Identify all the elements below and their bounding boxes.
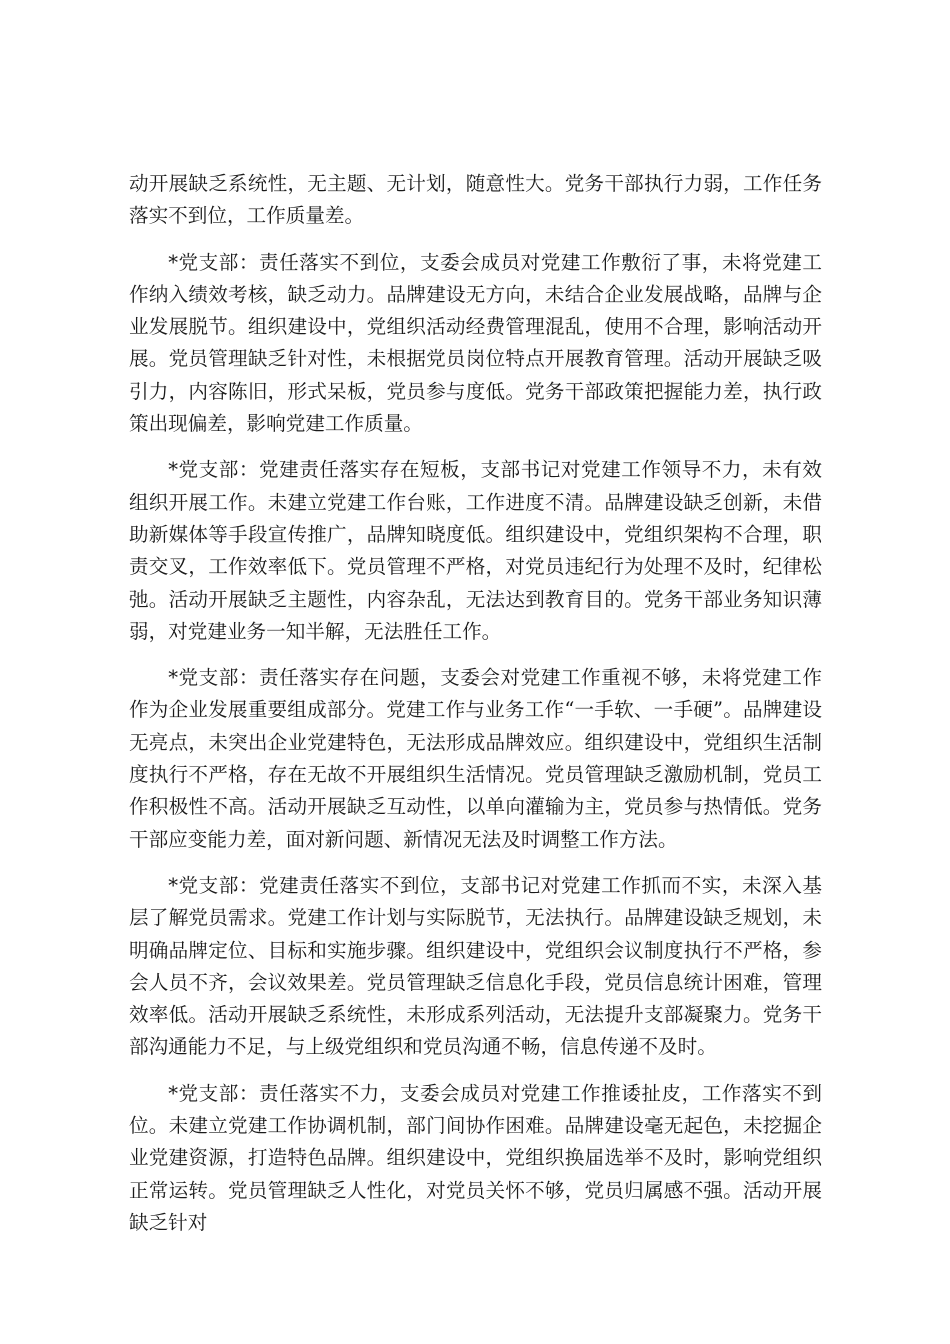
paragraph-branch-5: *党支部：责任落实不力，支委会成员对党建工作推诿扯皮，工作落实不到位。未建立党建工作协调机制，部门间协作困难。品牌建设毫无起色，未挖掘企业党建资源，打造特色品牌。组织建设中，党组织换届选举不及时，影响党组织正常运转。党员管理缺乏人性化，对党员关怀不够，党员归属感不强。活动开展缺乏针对 <box>129 1081 822 1234</box>
document-body <box>129 168 822 1253</box>
paragraph-branch-1: *党支部：责任落实不到位，支委会成员对党建工作敷衍了事，未将党建工作纳入绩效考核，缺乏动力。品牌建设无方向，未结合企业发展战略，品牌与企业发展脱节。组织建设中，党组织活动经费管理混乱，使用不合理，影响活动开展。党员管理缺乏针对性，未根据党员岗位特点开展教育管理。活动开展缺乏吸引力，内容陈旧，形式呆板，党员参与度低。党务干部政策把握能力差，执行政策出现偏差，影响党建工作质量。 <box>129 250 822 436</box>
paragraph-branch-3: *党支部：责任落实存在问题，支委会对党建工作重视不够，未将党建工作作为企业发展重要组成部分。党建工作与业务工作“一手软、一手硬”。品牌建设无亮点，未突出企业党建特色，无法形成品牌效应。组织建设中，党组织生活制度执行不严格，存在无故不开展组织生活情况。党员管理缺乏激励机制，党员工作积极性不高。活动开展缺乏互动性，以单向灌输为主，党员参与热情低。党务干部应变能力差，面对新问题、新情况无法及时调整工作方法。 <box>129 666 822 851</box>
paragraph-branch-4: *党支部：党建责任落实不到位，支部书记对党建工作抓而不实，未深入基层了解党员需求。党建工作计划与实际脱节，无法执行。品牌建设缺乏规划，未明确品牌定位、目标和实施步骤。组织建设中，党组织会议制度执行不严格，参会人员不齐，会议效果差。党员管理缺乏信息化手段，党员信息统计困难，管理效率低。活动开展缺乏系统性，未形成系列活动，无法提升支部凝聚力。党务干部沟通能力不足，与上级党组织和党员沟通不畅，信息传递不及时。 <box>129 873 822 1059</box>
paragraph-continuation: 动开展缺乏系统性，无主题、无计划，随意性大。党务干部执行力弱，工作任务落实不到位，工作质量差。 <box>129 172 822 228</box>
paragraph-branch-2: *党支部：党建责任落实存在短板，支部书记对党建工作领导不力，未有效组织开展工作。未建立党建工作台账，工作进度不清。品牌建设缺乏创新，未借助新媒体等手段宣传推广，品牌知晓度低。组织建设中，党组织架构不合理，职责交叉，工作效率低下。党员管理不严格，对党员违纪行为处理不及时，纪律松弛。活动开展缺乏主题性，内容杂乱，无法达到教育目的。党务干部业务知识薄弱，对党建业务一知半解，无法胜任工作。 <box>129 458 822 643</box>
